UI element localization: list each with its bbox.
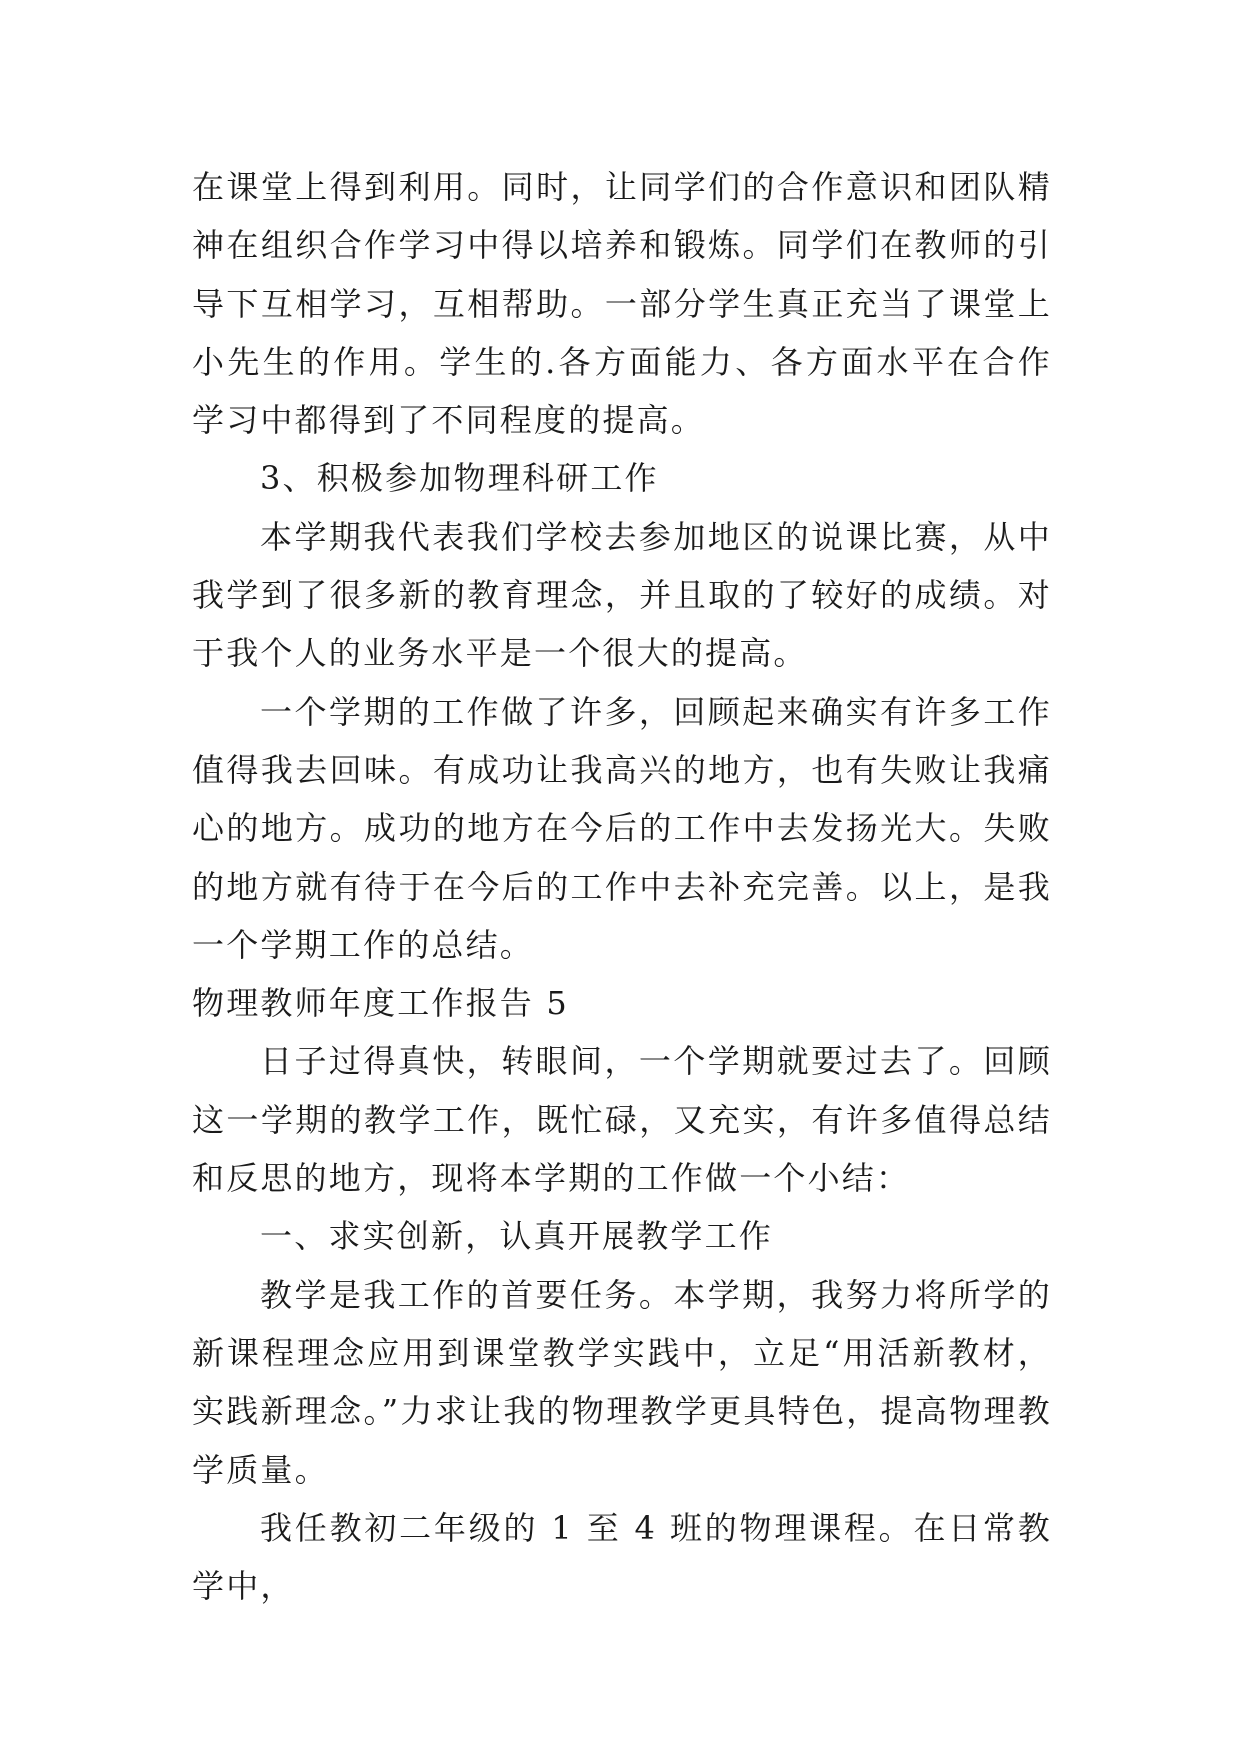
section-heading-report-5: 物理教师年度工作报告 5 <box>192 984 569 1023</box>
subheading-physics-research: 3、积极参加物理科研工作 <box>260 459 659 498</box>
paragraph-teaching-priority: 教学是我工作的首要任务。本学期，我努力将所学的新课程理念应用到课堂教学实践中，立足“用活新教材，实践新理念。”力求让我的物理教学更具特色，提高物理教学质量。 <box>192 1275 1052 1489</box>
document-body <box>192 158 1052 1615</box>
paragraph-class-assignment: 我任教初二年级的 1 至 4 班的物理课程。在日常教学中， <box>192 1508 1052 1606</box>
paragraph-lecture-competition: 本学期我代表我们学校去参加地区的说课比赛，从中我学到了很多新的教育理念，并且取的了较好的成绩。对于我个人的业务水平是一个很大的提高。 <box>192 517 1052 673</box>
subheading-innovation-teaching: 一、求实创新，认真开展教学工作 <box>260 1217 774 1256</box>
paragraph-time-flies: 日子过得真快，转眼间，一个学期就要过去了。回顾这一学期的教学工作，既忙碌，又充实，有许多值得总结和反思的地方，现将本学期的工作做一个小结： <box>192 1042 1052 1198</box>
paragraph-semester-review: 一个学期的工作做了许多，回顾起来确实有许多工作值得我去回味。有成功让我高兴的地方，也有失败让我痛心的地方。成功的地方在今后的工作中去发扬光大。失败的地方就有待于在今后的工作中去补充完善。以上，是我一个学期工作的总结。 <box>192 692 1052 964</box>
paragraph-cooperative-learning: 在课堂上得到利用。同时，让同学们的合作意识和团队精神在组织合作学习中得以培养和锻炼。同学们在教师的引导下互相学习，互相帮助。一部分学生真正充当了课堂上小先生的作用。学生的.各方面能力、各方面水平在合作学习中都得到了不同程度的提高。 <box>192 168 1052 440</box>
